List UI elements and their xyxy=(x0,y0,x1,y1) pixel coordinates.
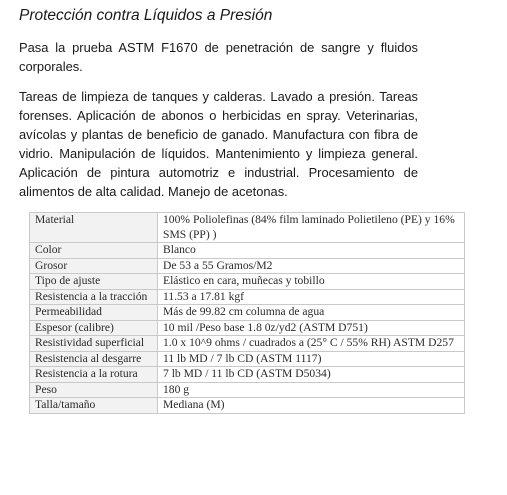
spec-value-tipo-ajuste: Elástico en cara, muñecas y tobillo xyxy=(158,274,465,290)
spec-value-color: Blanco xyxy=(158,243,465,259)
table-row xyxy=(30,367,465,383)
spec-value-resistencia-desgarre: 11 lb MD / 7 lb CD (ASTM 1117) xyxy=(158,351,465,367)
table-row xyxy=(30,305,465,321)
specifications-table xyxy=(29,212,465,414)
spec-label-resistividad: Resistividad superficial xyxy=(30,336,158,352)
astm-f1670-paragraph: Pasa la prueba ASTM F1670 de penetración de sangre y fluidos corporales. xyxy=(19,40,418,74)
spec-label-permeabilidad: Permeabilidad xyxy=(30,305,158,321)
table-row xyxy=(30,289,465,305)
table-row xyxy=(30,336,465,352)
spec-value-grosor: De 53 a 55 Gramos/M2 xyxy=(158,258,465,274)
spec-value-espesor: 10 mil /Peso base 1.8 0z/yd2 (ASTM D751) xyxy=(158,320,465,336)
spec-value-permeabilidad: Más de 99.82 cm columna de agua xyxy=(158,305,465,321)
spec-label-resistencia-traccion: Resistencia a la tracción xyxy=(30,289,158,305)
spec-label-color: Color xyxy=(30,243,158,259)
spec-label-material: Material xyxy=(30,213,158,243)
spec-value-peso: 180 g xyxy=(158,382,465,398)
table-row xyxy=(30,398,465,414)
table-row xyxy=(30,274,465,290)
spec-value-resistencia-rotura: 7 lb MD / 11 lb CD (ASTM D5034) xyxy=(158,367,465,383)
spec-label-peso: Peso xyxy=(30,382,158,398)
table-row xyxy=(30,213,465,243)
spec-label-talla: Talla/tamaño xyxy=(30,398,158,414)
applications-paragraph: Tareas de limpieza de tanques y calderas. Lavado a presión. Tareas forenses. Aplicación de abonos o herbicidas en spray. Veterinarias, avícolas y plantas de beneficio de ganado. Manufactura con fibra de vidrio. Manipulación de líquidos. Mantenimiento y limpieza general. Aplicación de pintura automotriz e industrial. Procesamiento de alimentos de alta calidad. Manejo de acetonas. xyxy=(19,89,418,199)
table-row xyxy=(30,320,465,336)
spec-value-resistencia-traccion: 11.53 a 17.81 kgf xyxy=(158,289,465,305)
spec-label-tipo-ajuste: Tipo de ajuste xyxy=(30,274,158,290)
spec-label-grosor: Grosor xyxy=(30,258,158,274)
spec-label-resistencia-rotura: Resistencia a la rotura xyxy=(30,367,158,383)
table-row xyxy=(30,351,465,367)
table-row xyxy=(30,243,465,259)
spec-label-resistencia-desgarre: Resistencia al desgarre xyxy=(30,351,158,367)
section-heading: Protección contra Líquidos a Presión xyxy=(19,7,273,24)
spec-value-material: 100% Poliolefinas (84% film laminado Polietileno (PE) y 16% SMS (PP) ) xyxy=(158,213,465,243)
spec-label-espesor: Espesor (calibre) xyxy=(30,320,158,336)
spec-value-resistividad: 1.0 x 10^9 ohms / cuadrados a (25° C / 55% RH) ASTM D257 xyxy=(158,336,465,352)
table-row xyxy=(30,258,465,274)
table-row xyxy=(30,382,465,398)
spec-value-talla: Mediana (M) xyxy=(158,398,465,414)
